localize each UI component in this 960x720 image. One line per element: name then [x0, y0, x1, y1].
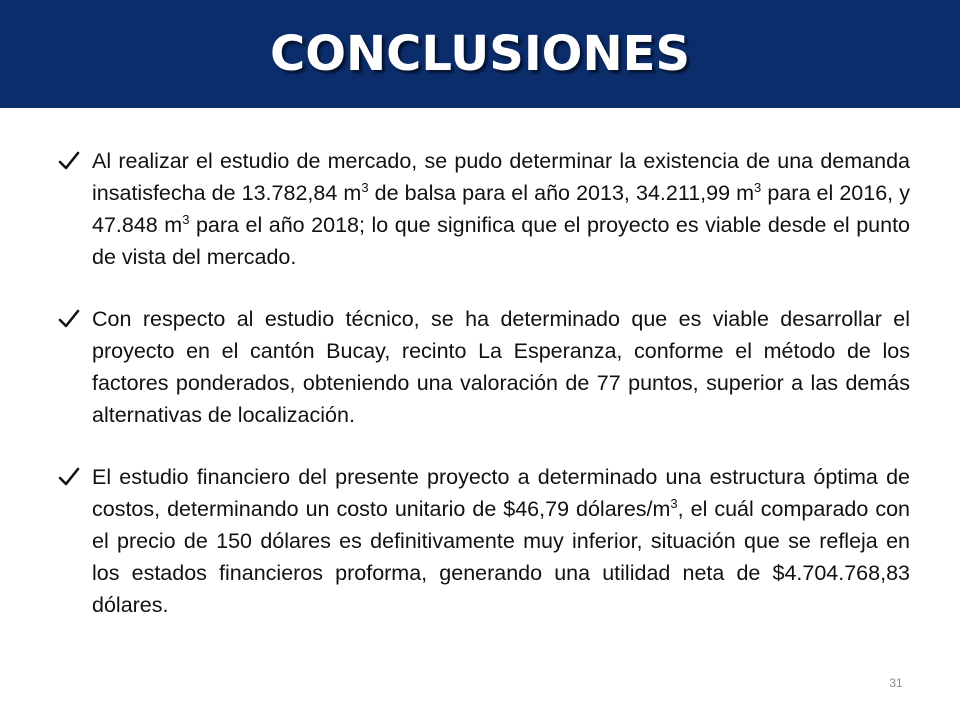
text-segment: , el cuál comparado con el precio de 150 dólares es definitivamente muy inferior, situación que se refleja en los estados financieros proforma, generando una utilidad neta de $4.704.768,83 dólares. [92, 497, 910, 617]
checkmark-icon [58, 303, 92, 335]
text-segment: de balsa para el año 2013, 34.211,99 m [368, 181, 755, 205]
text-segment: El estudio financiero del presente proyecto a determinado una estructura óptima de costos, determinando un costo unitario de $46,79 dólares/m [92, 465, 910, 521]
page-number: 31 [889, 676, 903, 690]
text-segment: Al realizar el estudio de mercado, se pudo determinar la existencia de una demanda insatisfecha de 13.782,84 m [92, 149, 910, 205]
superscript: 3 [182, 211, 190, 227]
conclusion-technical [92, 303, 910, 431]
list-item [58, 145, 910, 273]
list-item [58, 461, 910, 621]
text-segment: para el 2016, y 47.848 m [92, 181, 910, 237]
conclusions-list [58, 145, 910, 651]
title-bar [0, 0, 960, 108]
conclusion-market [92, 145, 910, 273]
superscript: 3 [754, 179, 762, 195]
slide-title: CONCLUSIONES [269, 26, 691, 82]
text-segment: para el año 2018; lo que significa que el proyecto es viable desde el punto de vista del mercado. [92, 213, 910, 269]
conclusion-financial [92, 461, 910, 621]
list-item [58, 303, 910, 431]
superscript: 3 [670, 495, 678, 511]
superscript: 3 [361, 179, 369, 195]
checkmark-icon [58, 145, 92, 177]
checkmark-icon [58, 461, 92, 493]
text-segment: Con respecto al estudio técnico, se ha determinado que es viable desarrollar el proyecto en el cantón Bucay, recinto La Esperanza, conforme el método de los factores ponderados, obteniendo una valoración de 77 puntos, superior a las demás alternativas de localización. [92, 307, 910, 427]
